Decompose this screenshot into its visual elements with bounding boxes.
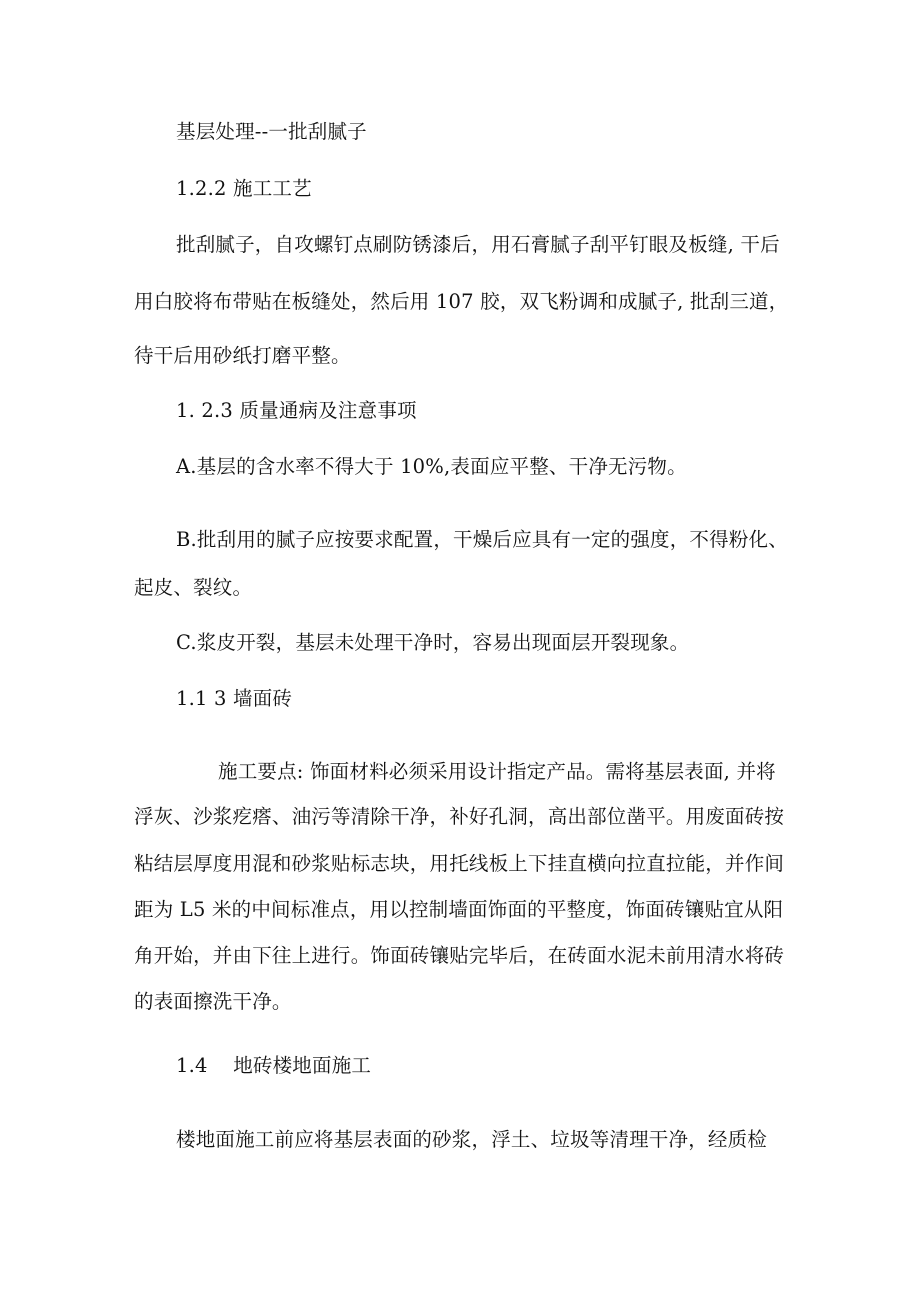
paragraph-line: 批刮腻子，自攻螺钉点刷防锈漆后，用石膏腻子刮平钉眼及板缝, 干后 [176, 233, 780, 256]
list-item-b-line: 起皮、裂纹。 [134, 576, 253, 599]
paragraph-line: 楼地面施工前应将基层表面的砂浆，浮土、垃圾等清理干净，经质检 [176, 1128, 768, 1151]
section-heading-construction-process: 1.2.2 施工工艺 [176, 177, 312, 200]
paragraph-line: 待干后用砂纸打磨平整。 [134, 344, 351, 367]
paragraph-line: 距为 L5 米的中间标准点，用以控制墙面饰面的平整度，饰面砖镶贴宜从阳 [134, 898, 784, 921]
paragraph-line: 粘结层厚度用混和砂浆贴标志块，用托线板上下挂直横向拉直拉能，并作间 [134, 852, 785, 875]
section-heading-floor-tiles: 1.4 地砖楼地面施工 [176, 1054, 372, 1077]
section-heading-quality-issues: 1. 2.3 质量通病及注意事项 [176, 399, 417, 422]
paragraph-line: 施工要点: 饰面材料必须采用设计指定产品。需将基层表面, 并将 [218, 760, 776, 783]
section-heading-wall-tiles: 1.1 3 墙面砖 [176, 687, 293, 710]
list-item-b-line: B.批刮用的腻子应按要求配置，干燥后应具有一定的强度，不得粉化、 [176, 528, 788, 551]
list-item-a: A.基层的含水率不得大于 10%,表面应平整、干净无污物。 [176, 455, 687, 478]
paragraph-line: 角开始，并由下往上进行。饰面砖镶贴完毕后，在砖面水泥未前用清水将砖 [134, 944, 785, 967]
paragraph-line: 的表面擦洗干净。 [134, 990, 292, 1013]
paragraph-line: 用白胶将布带贴在板缝处，然后用 107 胶，双飞粉调和成腻子, 批刮三道， [134, 290, 789, 313]
list-item-c: C.浆皮开裂，基层未处理干净时，容易出现面层开裂现象。 [176, 631, 690, 654]
heading-base-treatment: 基层处理--一批刮腻子 [176, 120, 367, 143]
paragraph-line: 浮灰、沙浆疙瘩、油污等清除干净，补好孔洞，高出部位凿平。用废面砖按 [134, 805, 785, 828]
